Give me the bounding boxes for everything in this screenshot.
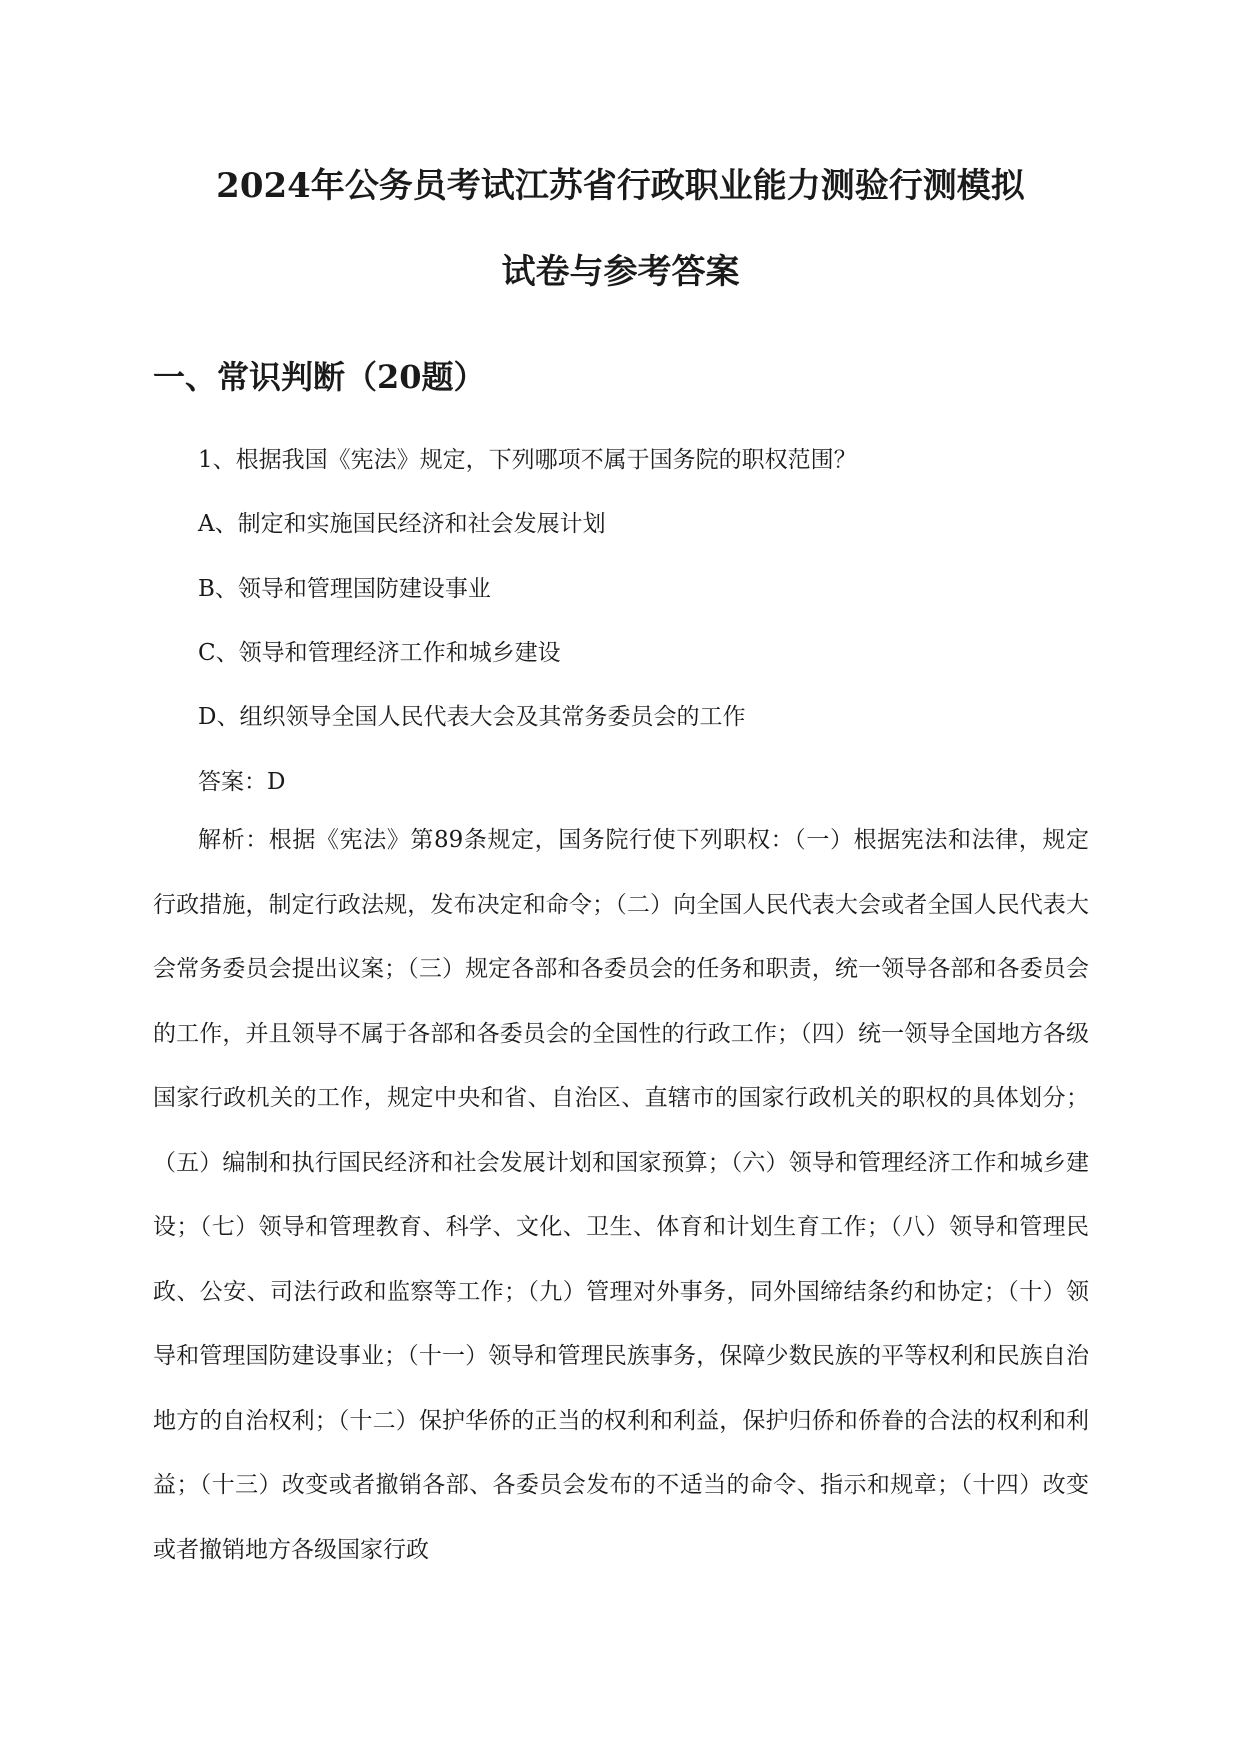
section-heading: 一、常识判断（20题） <box>153 358 486 396</box>
option-a: A、制定和实施国民经济和社会发展计划 <box>198 511 606 537</box>
option-c: C、领导和管理经济工作和城乡建设 <box>198 640 561 666</box>
document-title-line-2: 试卷与参考答案 <box>501 252 740 292</box>
question-stem: 1、根据我国《宪法》规定，下列哪项不属于国务院的职权范围？ <box>198 447 857 473</box>
option-b: B、领导和管理国防建设事业 <box>198 576 491 602</box>
answer-text: 答案：D <box>198 769 286 795</box>
option-d: D、组织领导全国人民代表大会及其常务委员会的工作 <box>198 704 746 730</box>
analysis-paragraph: 解析：根据《宪法》第89条规定，国务院行使下列职权：（一）根据宪法和法律，规定行政措施，制定行政法规，发布决定和命令；（二）向全国人民代表大会或者全国人民代表大会常务委员会提出议案；（三）规定各部和各委员会的任务和职责，统一领导各部和各委员会的工作，并且领导不属于各部和各委员会的全国性的行政工作；（四）统一领导全国地方各级国家行政机关的工作，规定中央和省、自治区、直辖市的国家行政机关的职权的具体划分；（五）编制和执行国民经济和社会发展计划和国家预算；（六）领导和管理经济工作和城乡建设；（七）领导和管理教育、科学、文化、卫生、体育和计划生育工作；（八）领导和管理民政、公安、司法行政和监察等工作；（九）管理对外事务，同外国缔结条约和协定；（十）领导和管理国防建设事业；（十一）领导和管理民族事务，保障少数民族的平等权利和民族自治地方的自治权利；（十二）保护华侨的正当的权利和利益，保护归侨和侨眷的合法的权利和利益；（十三）改变或者撤销各部、各委员会发布的不适当的命令、指示和规章；（十四）改变或者撤销地方各级国家行政 <box>153 827 1089 1563</box>
document-title-line-1: 2024年公务员考试江苏省行政职业能力测验行测模拟 <box>216 166 1025 206</box>
